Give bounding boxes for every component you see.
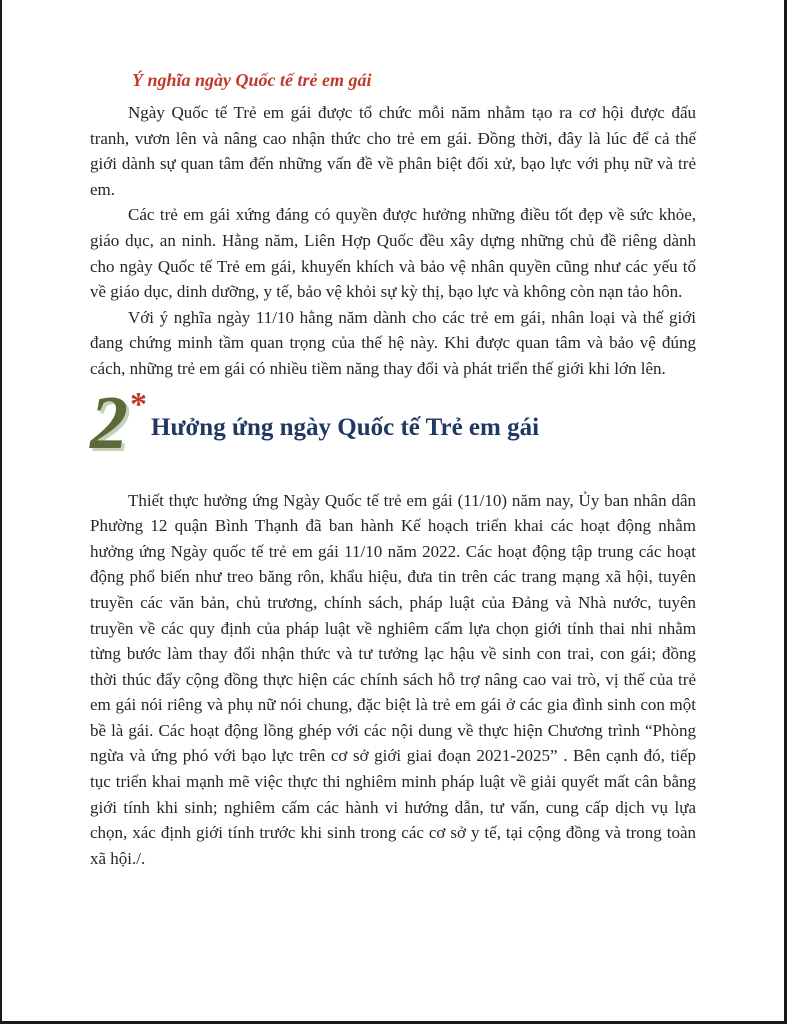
star-icon: * xyxy=(130,385,147,423)
section-1-paragraph-1: Ngày Quốc tế Trẻ em gái được tổ chức mỗi năm nhằm tạo ra cơ hội được đấu tranh, vươn lên và nâng cao nhận thức cho trẻ em gái. Đồng thời, đây là lúc để cả thế giới dành sự quan tâm đến những vấn đề về phân biệt đối xử, bạo lực với phụ nữ và trẻ em. xyxy=(90,103,696,199)
section-number: 2 xyxy=(90,380,128,465)
section-1-title: Ý nghĩa ngày Quốc tế trẻ em gái xyxy=(132,70,372,90)
section-2-paragraph-1: Thiết thực hưởng ứng Ngày Quốc tế trẻ em gái (11/10) năm nay, Ủy ban nhân dân Phường 12 quận Bình Thạnh đã ban hành Kế hoạch triển khai các hoạt động nhằm hưởng ứng Ngày quốc tế trẻ em gái 11/10 năm 2022. Các hoạt động tập trung các hoạt động phổ biến như treo băng rôn, khẩu hiệu, đưa tin trên các trang mạng xã hội, tuyên truyền các văn bản, chủ trương, chính sách, pháp luật của Đảng và Nhà nước, tuyên truyền về các quy định của pháp luật về nghiêm cấm lựa chọn giới tính thai nhi nhằm từng bước làm thay đổi nhận thức và tư tưởng lạc hậu về sinh con trai, con gái; đồng thời thúc đẩy cộng đồng thực hiện các chính sách hỗ trợ nâng cao vai trò, vị thế của trẻ em gái nói riêng và phụ nữ nói chung, đặc biệt là trẻ em gái ở các gia đình sinh con một bề là gái. Các hoạt động lồng ghép với các nội dung về thực hiện Chương trình “Phòng ngừa và ứng phó với bạo lực trên cơ sở giới giai đoạn 2021-2025” . Bên cạnh đó, tiếp tục triển khai mạnh mẽ việc thực thi nghiêm minh pháp luật về giải quyết mất cân bằng giới tính khi sinh; nghiêm cấm các hành vi hướng dẫn, tư vấn, cung cấp dịch vụ lựa chọn, xác định giới tính trước khi sinh trong các cơ sở y tế, tại cộng đồng và trong toàn xã hội./. xyxy=(90,490,696,868)
section-2-heading xyxy=(90,380,696,465)
section-1-paragraph-2: Các trẻ em gái xứng đáng có quyền được hưởng những điều tốt đẹp về sức khỏe, giáo dục, an ninh. Hằng năm, Liên Hợp Quốc đều xây dựng những chủ đề riêng dành cho ngày Quốc tế Trẻ em gái, khuyến khích và bảo vệ nhân quyền cũng như các yếu tố về giáo dục, dinh dưỡng, y tế, bảo vệ khỏi sự kỳ thị, bạo lực và không còn nạn tảo hôn. xyxy=(90,205,696,302)
section-1-paragraph-3: Với ý nghĩa ngày 11/10 hằng năm dành cho các trẻ em gái, nhân loại và thế giới đang chứng minh tầm quan trọng của thế hệ này. Khi được quan tâm và bảo vệ đúng cách, những trẻ em gái có nhiều tiềm năng thay đổi và phát triển thế giới khi lớn lên. xyxy=(90,307,696,378)
section-2-title: Hưởng ứng ngày Quốc tế Trẻ em gái xyxy=(151,413,540,441)
document-body xyxy=(90,68,696,871)
section-2-body xyxy=(90,488,696,872)
